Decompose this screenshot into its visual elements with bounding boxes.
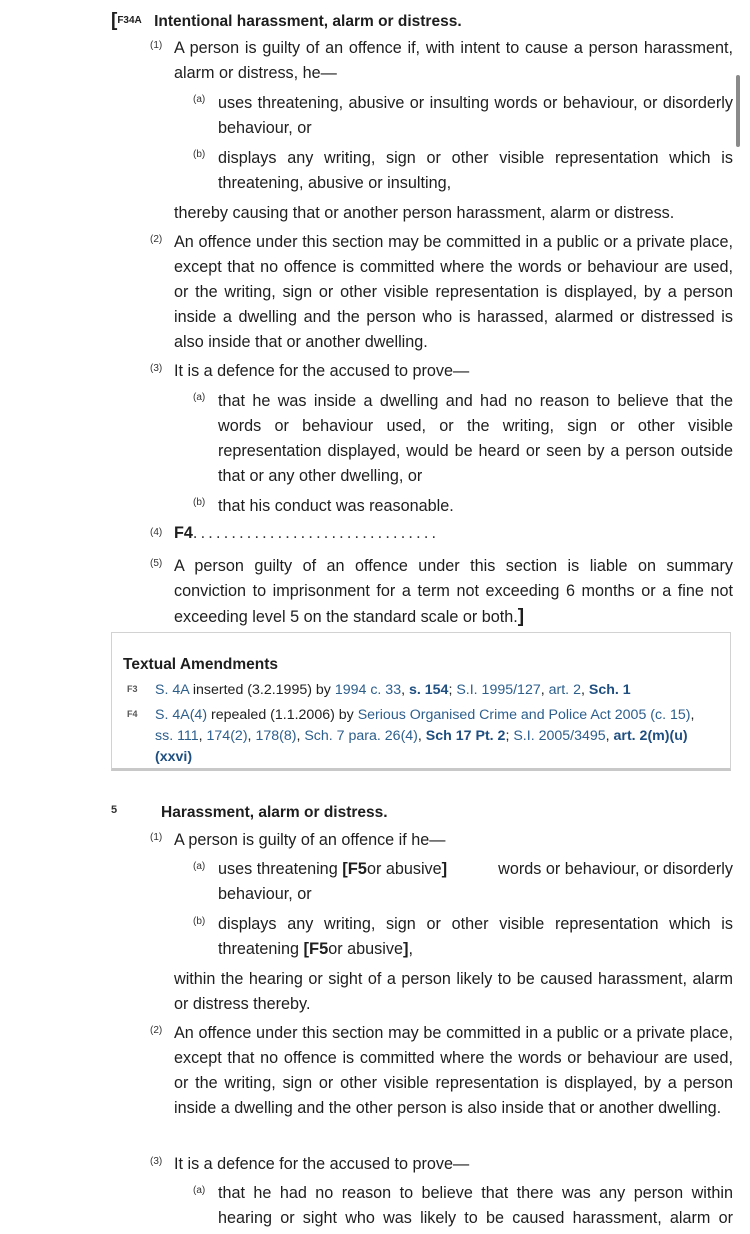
close-bracket: ] bbox=[441, 860, 448, 878]
paragraph-letter: (a) bbox=[193, 94, 206, 105]
paragraph-letter: (b) bbox=[193, 497, 206, 508]
paragraph-letter: (a) bbox=[193, 861, 206, 872]
amendment-link[interactable]: S.I. 2005/3495 bbox=[513, 728, 606, 744]
amendment-text: ; bbox=[505, 728, 514, 744]
paragraph-letter: (a) bbox=[193, 1185, 206, 1196]
paragraph-text: displays any writing, sign or other visible representation which is threatening, abusive or insulting, bbox=[218, 149, 733, 192]
amendment-link[interactable]: S. 4A bbox=[155, 682, 189, 698]
paragraph-line: displays any writing, sign or other visible representation which is bbox=[218, 915, 733, 933]
paragraph-text: that he was inside a dwelling and had no reason to believe that the words or behaviour used, or the writing, sign or other visible representation displayed, would be heard or seen by a person outside that or any other dwelling, or bbox=[218, 392, 733, 485]
subsection-text: A person is guilty of an offence if he— bbox=[174, 831, 446, 849]
subsection-number: (4) bbox=[150, 527, 163, 538]
inserted-text: or abusive bbox=[366, 860, 442, 878]
amendment-link[interactable]: art. 2(m)(u) bbox=[613, 728, 688, 744]
scrollbar-thumb[interactable] bbox=[736, 75, 740, 147]
paragraph-line: behaviour, or bbox=[218, 885, 312, 903]
amendment-link[interactable]: 178(8) bbox=[255, 728, 297, 744]
paragraph-text: that his conduct was reasonable. bbox=[218, 497, 454, 515]
amendment-link[interactable]: S. 4A(4) bbox=[155, 707, 208, 723]
subsection-number: (1) bbox=[150, 832, 163, 843]
amendment-text: , bbox=[690, 707, 695, 723]
amendment-f4-text bbox=[155, 705, 727, 768]
subsection-number: (3) bbox=[150, 363, 163, 374]
paragraph-text: uses threatening, abusive or insulting words or behaviour, or disorderly behaviour, or bbox=[218, 94, 733, 137]
paragraph-text-start bbox=[218, 857, 447, 882]
repealed-subsection bbox=[174, 521, 733, 546]
paragraph-letter: (b) bbox=[193, 149, 206, 160]
paragraph-letter: (b) bbox=[193, 916, 206, 927]
amendment-link[interactable]: Sch. 1 bbox=[588, 682, 631, 698]
amendment-text: , bbox=[417, 728, 426, 744]
amendment-text: , bbox=[401, 682, 409, 698]
subsection-number: (5) bbox=[150, 558, 163, 569]
amendment-text: ; bbox=[448, 682, 457, 698]
paragraph-text-part: uses threatening bbox=[218, 860, 343, 878]
subsection-tail-text: thereby causing that or another person harassment, alarm or distress. bbox=[174, 204, 675, 222]
subsection-tail-text: within the hearing or sight of a person likely to be caused harassment, alarm or distress thereby. bbox=[174, 970, 733, 1013]
subsection-number: (2) bbox=[150, 234, 163, 245]
subsection-text: An offence under this section may be committed in a public or a private place, except that no offence is committed where the words or behaviour are used, or the writing, sign or other visible representation is displayed, by a person inside a dwelling and the person who is harassed, alarmed or distressed is also inside that or another dwelling. bbox=[174, 233, 733, 351]
paragraph-text-part: words or behaviour, or disorderly bbox=[493, 860, 733, 878]
close-bracket: ] bbox=[402, 940, 409, 958]
amendment-ref-f5[interactable]: [F5 bbox=[342, 860, 367, 878]
section-number: 4A bbox=[129, 15, 142, 26]
amendment-link[interactable]: art. 2 bbox=[548, 682, 581, 698]
inserted-text: or abusive bbox=[328, 940, 403, 958]
amendment-link[interactable]: S.I. 1995/127 bbox=[456, 682, 541, 698]
amendment-text: , bbox=[580, 682, 589, 698]
subsection-number: (3) bbox=[150, 1156, 163, 1167]
subsection-text bbox=[174, 554, 733, 630]
subsection-number: (1) bbox=[150, 40, 163, 51]
paragraph-text-part: threatening bbox=[218, 940, 304, 958]
subsection-text: An offence under this section may be committed in a public or a private place, except that no offence is committed where the words or behaviour are used, or the writing, sign or other visible representation is displayed, by a person inside a dwelling and the other person is also inside that or another dwelling. bbox=[174, 1024, 733, 1117]
section-title: Harassment, alarm or distress. bbox=[161, 804, 388, 821]
amendment-text: , bbox=[540, 682, 549, 698]
amendment-text: repealed (1.1.2006) by bbox=[207, 707, 358, 723]
paragraph-line bbox=[218, 937, 733, 962]
section-title: Intentional harassment, alarm or distress. bbox=[154, 13, 462, 30]
amendment-key-f4: F4 bbox=[127, 709, 138, 719]
subsection-text: A person is guilty of an offence if, with intent to cause a person harassment, alarm or distress, he— bbox=[174, 39, 733, 82]
amendment-f3-text bbox=[155, 680, 727, 701]
amendment-link[interactable]: s. 154 bbox=[408, 682, 449, 698]
section-4a-heading bbox=[111, 8, 711, 34]
amendment-ref-f4[interactable]: F4 bbox=[174, 524, 193, 542]
paragraph-text bbox=[218, 912, 733, 962]
paragraph-text bbox=[218, 857, 733, 907]
amendment-text: , bbox=[198, 728, 207, 744]
amendment-text: , bbox=[605, 728, 614, 744]
open-bracket: [ bbox=[111, 10, 118, 31]
amendment-text: , bbox=[247, 728, 256, 744]
textual-amendments-title: Textual Amendments bbox=[123, 656, 279, 673]
paragraph-line bbox=[218, 857, 733, 882]
amendment-key-f3: F3 bbox=[127, 684, 138, 694]
subsection-text: It is a defence for the accused to prove— bbox=[174, 1155, 470, 1173]
paragraph-text-part: , bbox=[408, 940, 413, 958]
amendment-link[interactable]: 1994 c. 33 bbox=[334, 682, 402, 698]
amendment-text: , bbox=[296, 728, 305, 744]
amendment-ref-label: F5 bbox=[309, 940, 329, 958]
section-number: 5 bbox=[111, 804, 118, 816]
amendment-link[interactable]: (xxvi) bbox=[155, 749, 193, 765]
amendment-text: inserted (3.2.1995) by bbox=[188, 682, 335, 698]
amendment-link[interactable]: Sch 17 Pt. 2 bbox=[425, 728, 506, 744]
amendment-ref-f5[interactable]: [F5 bbox=[303, 940, 329, 958]
repeal-dots: ................................ bbox=[192, 524, 440, 542]
amendment-link[interactable]: Sch. 7 para. 26(4) bbox=[304, 728, 418, 744]
subsection-text: It is a defence for the accused to prove— bbox=[174, 362, 470, 380]
subsection-text-body: A person guilty of an offence under this section is liable on summary conviction to imprisonment for a term not exceeding 6 months or a fine not exceeding level 5 on the standard scale or both. bbox=[174, 557, 733, 626]
paragraph-letter: (a) bbox=[193, 392, 206, 403]
amendment-ref-label: F5 bbox=[347, 860, 367, 878]
amendment-link[interactable]: Serious Organised Crime and Police Act 2005 (c. 15) bbox=[357, 707, 691, 723]
amendment-link[interactable]: 174(2) bbox=[206, 728, 248, 744]
paragraph-text: that he had no reason to believe that there was any person within hearing or sight who was likely to be caused harassment, alarm or bbox=[218, 1184, 733, 1227]
close-bracket: ] bbox=[517, 606, 525, 627]
subsection-number: (2) bbox=[150, 1025, 163, 1036]
amendment-ref-f3[interactable]: F3 bbox=[117, 15, 129, 26]
amendment-link[interactable]: ss. 111 bbox=[155, 728, 199, 744]
